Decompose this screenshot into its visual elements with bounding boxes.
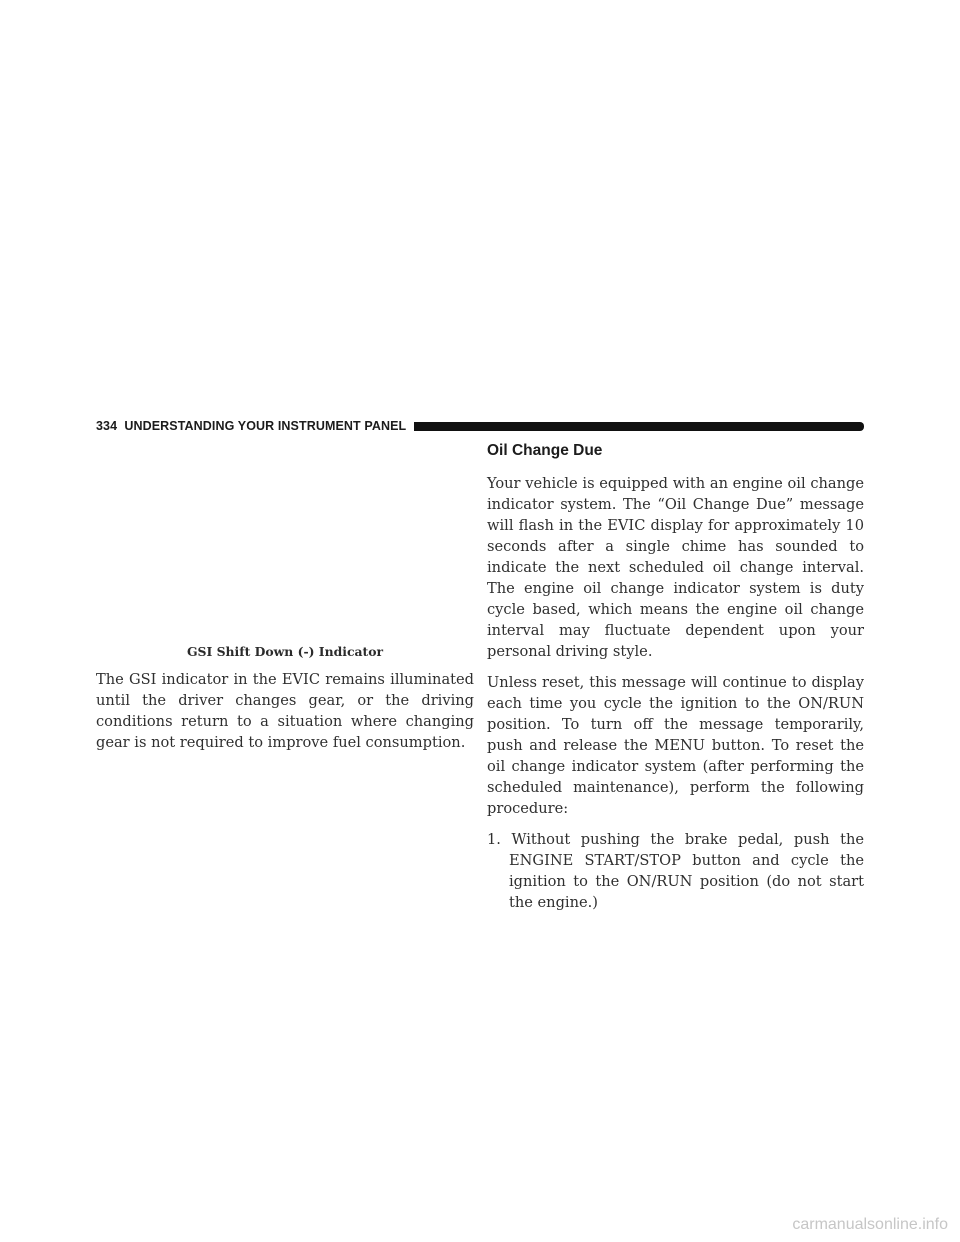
figure-caption: GSI Shift Down (-) Indicator: [186, 644, 384, 659]
page-number: 334: [96, 419, 118, 433]
oil-change-paragraph-2: Unless reset, this message will continue to display each time you cycle the ignition to the ON/RUN position. To turn off the message temporarily, push and release the MENU button. To reset the oil change indicator system (after performing the scheduled maintenance), perform the following procedure:: [487, 674, 864, 817]
watermark: carmanualsonline.info: [792, 1216, 948, 1233]
oil-change-paragraph-1: Your vehicle is equipped with an engine oil change indicator system. The “Oil Change Due” message will flash in the EVIC display for approximately 10 seconds after a single chime has sounded to indicate the next scheduled oil change interval. The engine oil change indicator system is duty cycle based, which means the engine oil change interval may fluctuate dependent upon your personal driving style.: [487, 475, 864, 660]
header-rule: [414, 422, 864, 431]
right-column: [487, 440, 864, 913]
section-title: UNDERSTANDING YOUR INSTRUMENT PANEL: [124, 419, 407, 433]
figure-placeholder: [96, 436, 474, 642]
left-column: [96, 436, 474, 753]
page-header-text: [96, 419, 414, 433]
page-header: [96, 416, 864, 436]
gsi-paragraph: The GSI indicator in the EVIC remains illuminated until the driver changes gear, or the driving conditions return to a situation where changing gear is not required to improve fuel consumption.: [96, 671, 474, 751]
procedure-step: 1. Without pushing the brake pedal, push the ENGINE START/STOP button and cycle the ignition to the ON/RUN position (do not start the engine.): [487, 831, 864, 911]
section-heading: Oil Change Due: [487, 442, 603, 459]
